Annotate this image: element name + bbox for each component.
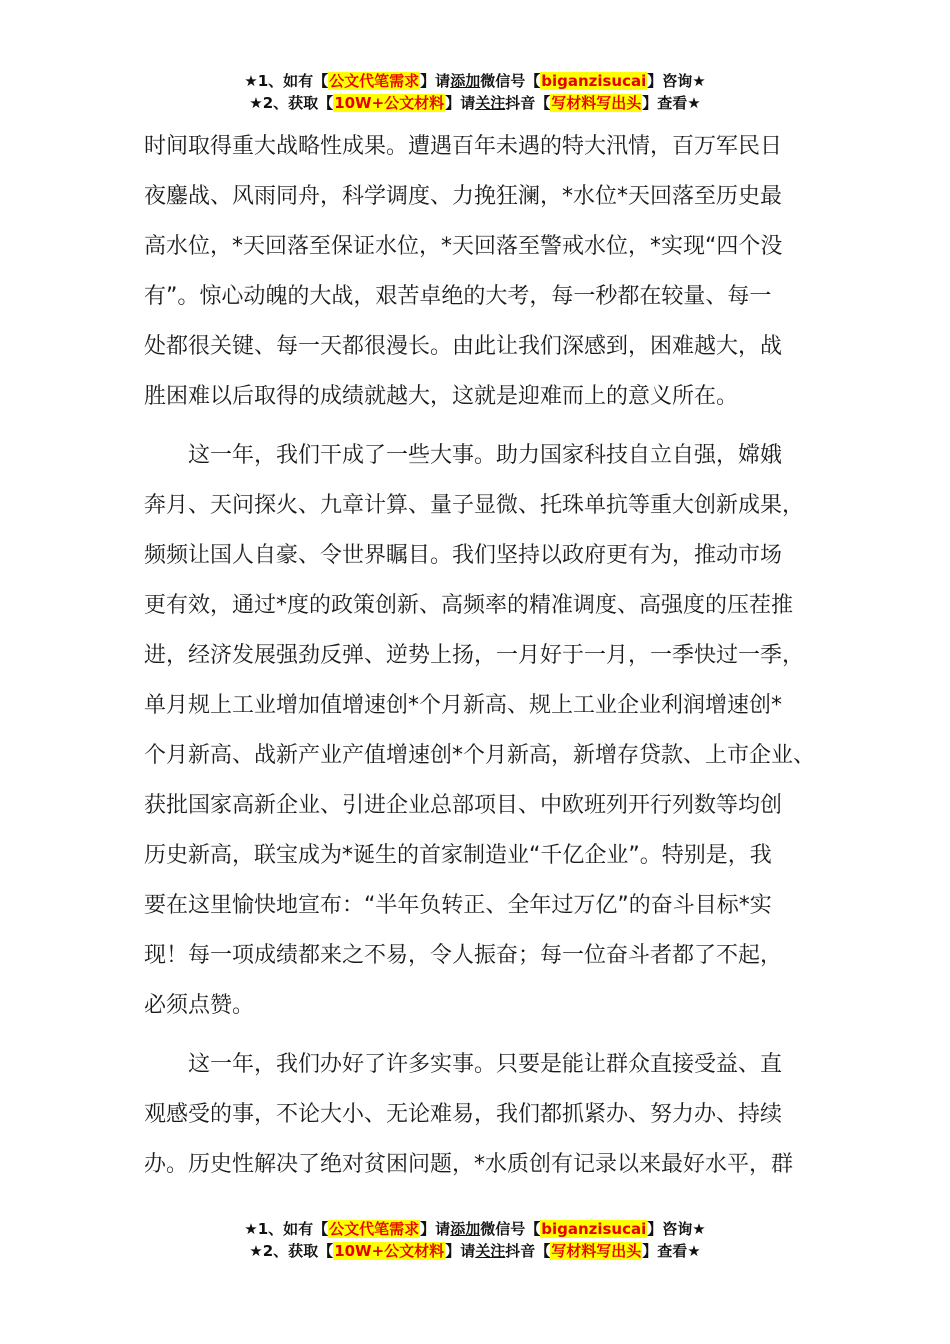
header-banner [0, 70, 950, 114]
header-line-1-mid: 】请 [420, 72, 451, 90]
douyin-account-highlight: 写材料写出头 [551, 1242, 642, 1260]
header-line-1-prefix: ★1、如有【 [244, 72, 329, 90]
footer-line-1-mid2: 微信号【 [480, 1220, 541, 1238]
footer-line-2-suffix: 】查看★ [642, 1242, 701, 1260]
text-line: 获批国家高新企业、引进企业总部项目、中欧班列开行列数等均创 [144, 793, 783, 818]
text-line: 高水位，*天回落至保证水位，*天回落至警戒水位，*实现“四个没 [144, 234, 783, 259]
footer-line-1 [0, 1218, 950, 1240]
text-line: 有”。惊心动魄的大战，艰苦卓绝的大考，每一秒都在较量、每一 [144, 284, 772, 309]
footer-line-1-suffix: 】咨询★ [647, 1220, 706, 1238]
header-line-1-suffix: 】咨询★ [647, 72, 706, 90]
service-highlight: 公文代笔需求 [329, 72, 420, 90]
paragraph-1 [144, 122, 824, 422]
text-line: 更有效，通过*度的政策创新、高频率的精准调度、高强度的压茬推 [144, 593, 794, 618]
paragraph-3 [144, 1040, 824, 1190]
text-line: 时间取得重大战略性成果。遭遇百年未遇的特大汛情，百万军民日 [144, 134, 783, 159]
text-line: 历史新高，联宝成为*诞生的首家制造业“千亿企业”。特别是，我 [144, 843, 772, 868]
douyin-account-highlight: 写材料写出头 [551, 94, 642, 112]
text-line: 处都很关键、每一天都很漫长。由此让我们深感到，困难越大，战 [144, 334, 783, 359]
follow-action-text: 关注 [475, 94, 506, 112]
text-line: 办。历史性解决了绝对贫困问题，*水质创有记录以来最好水平，群 [144, 1152, 794, 1177]
header-line-2-suffix: 】查看★ [642, 94, 701, 112]
text-line: 进，经济发展强劲反弹、逆势上扬，一月好于一月，一季快过一季， [144, 643, 805, 668]
text-line: 现！每一项成绩都来之不易，令人振奋；每一位奋斗者都了不起， [144, 943, 783, 968]
footer-line-2 [0, 1240, 950, 1262]
add-action-text: 添加 [450, 1220, 481, 1238]
text-line: 个月新高、战新产业产值增速创*个月新高，新增存贷款、上市企业、 [144, 743, 816, 768]
footer-line-1-mid: 】请 [420, 1220, 451, 1238]
document-body [144, 122, 824, 1199]
text-line: 频频让国人自豪、令世界瞩目。我们坚持以政府更有为，推动市场 [144, 543, 783, 568]
materials-highlight: 10W+公文材料 [334, 1242, 445, 1260]
follow-action-text: 关注 [475, 1242, 506, 1260]
header-line-2 [0, 92, 950, 114]
header-line-1-mid2: 微信号【 [480, 72, 541, 90]
header-line-2-mid: 】请 [445, 94, 476, 112]
text-line: 这一年，我们办好了许多实事。只要是能让群众直接受益、直 [144, 1052, 783, 1077]
paragraph-2 [144, 431, 824, 1031]
text-line: 单月规上工业增加值增速创*个月新高、规上工业企业利润增速创* [144, 693, 783, 718]
add-action-text: 添加 [450, 72, 481, 90]
text-line: 奔月、天问探火、九章计算、量子显微、托珠单抗等重大创新成果， [144, 493, 805, 518]
text-line: 这一年，我们干成了一些大事。助力国家科技自立自强，嫦娥 [144, 443, 783, 468]
service-highlight: 公文代笔需求 [329, 1220, 420, 1238]
footer-banner [0, 1218, 950, 1262]
header-line-2-prefix: ★2、获取【 [249, 94, 334, 112]
wechat-id-highlight: biganzisucai [541, 72, 647, 90]
text-line: 夜鏖战、风雨同舟，科学调度、力挽狂澜，*水位*天回落至历史最 [144, 184, 783, 209]
wechat-id-highlight: biganzisucai [541, 1220, 647, 1238]
header-line-1 [0, 70, 950, 92]
text-line: 必须点赞。 [144, 993, 255, 1018]
footer-line-2-mid: 】请 [445, 1242, 476, 1260]
footer-line-2-prefix: ★2、获取【 [249, 1242, 334, 1260]
text-line: 胜困难以后取得的成绩就越大，这就是迎难而上的意义所在。 [144, 384, 739, 409]
header-line-2-mid2: 抖音【 [505, 94, 551, 112]
text-line: 观感受的事，不论大小、无论难易，我们都抓紧办、努力办、持续 [144, 1102, 783, 1127]
footer-line-2-mid2: 抖音【 [505, 1242, 551, 1260]
text-line: 要在这里愉快地宣布：“半年负转正、全年过万亿”的奋斗目标*实 [144, 893, 772, 918]
materials-highlight: 10W+公文材料 [334, 94, 445, 112]
footer-line-1-prefix: ★1、如有【 [244, 1220, 329, 1238]
